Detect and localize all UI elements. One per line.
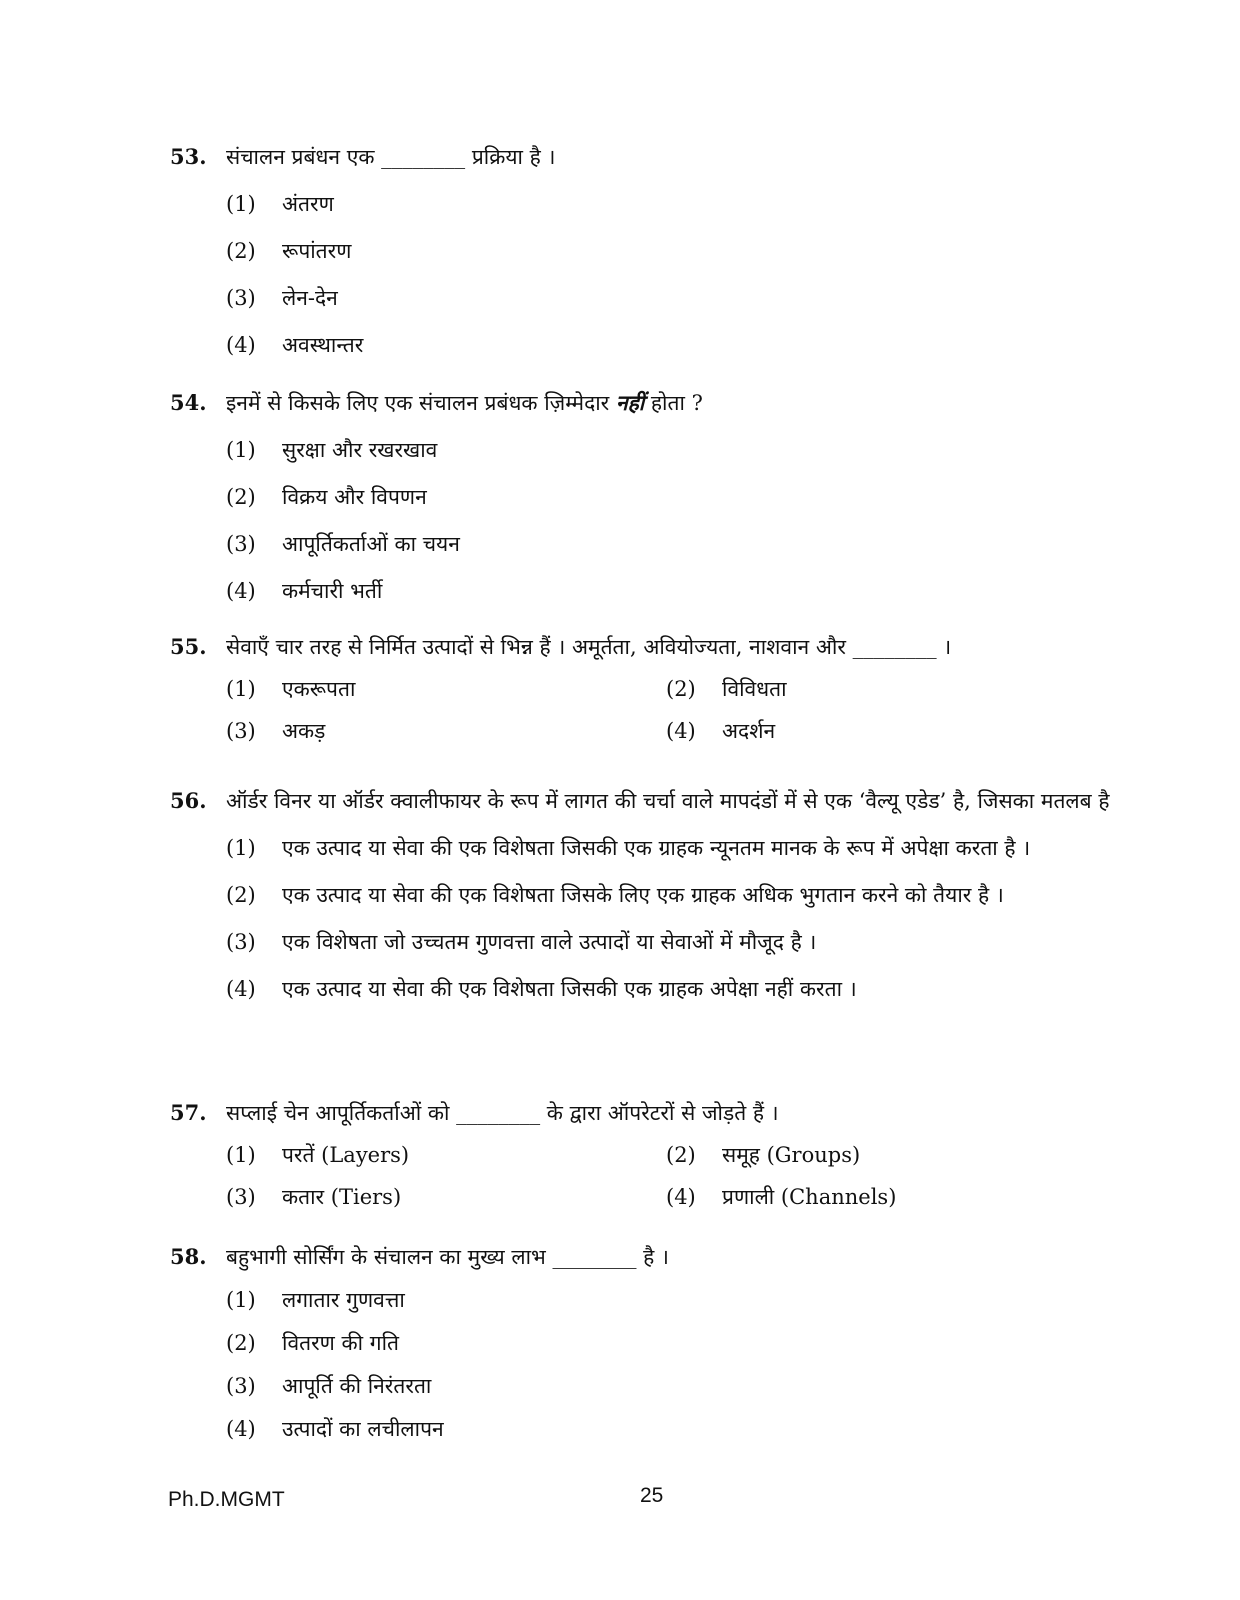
option-number: (2) [226, 485, 256, 509]
option [666, 1180, 1106, 1214]
option-text: विक्रय और विपणन [282, 485, 427, 509]
option-text: एक उत्पाद या सेवा की एक विशेषता जिसके लिए एक ग्राहक अधिक भुगतान करने को तैयार है । [282, 883, 1004, 907]
question-number: 57. [170, 1100, 207, 1125]
option-number: (4) [226, 579, 256, 603]
option-text: सुरक्षा और रखरखाव [282, 438, 438, 462]
option-number: (1) [226, 192, 256, 216]
option-text: एक विशेषता जो उच्चतम गुणवत्ता वाले उत्पादों या सेवाओं में मौजूद है । [282, 930, 817, 954]
option-text: अवस्थान्तर [282, 333, 364, 357]
option-number: (3) [226, 1185, 256, 1209]
option-number: (2) [226, 883, 256, 907]
question-56 [170, 784, 1160, 1006]
option-text: परतें (Layers) [282, 1143, 410, 1167]
option-text: लगातार गुणवत्ता [282, 1288, 405, 1312]
option-text: एक उत्पाद या सेवा की एक विशेषता जिसकी एक ग्राहक अपेक्षा नहीं करता । [282, 977, 857, 1001]
option [226, 1283, 1160, 1317]
option-text: आपूर्तिकर्ताओं का चयन [282, 532, 460, 556]
question-text: ऑर्डर विनर या ऑर्डर क्वालीफायर के रूप में लागत की चर्चा वाले मापदंडों में से एक ‘वैल्यू एडेड’ है, जिसका मतलब है [226, 789, 1110, 813]
option [226, 714, 666, 748]
option [226, 527, 1160, 561]
option-number: (4) [226, 333, 256, 357]
option-text: अंतरण [282, 192, 334, 216]
option [666, 672, 1106, 706]
option-text: विविधता [722, 677, 787, 701]
option [226, 1180, 666, 1214]
question-number: 55. [170, 634, 207, 659]
option-text: कतार (Tiers) [282, 1185, 402, 1209]
page-number: 25 [640, 1484, 664, 1507]
option-number: (2) [226, 1331, 256, 1355]
option-text: आपूर्ति की निरंतरता [282, 1374, 432, 1398]
option-number: (1) [226, 1143, 256, 1167]
option [226, 328, 1160, 362]
option [226, 1369, 1160, 1403]
exam-code: Ph.D.MGMT [168, 1488, 285, 1511]
option-text: समूह (Groups) [722, 1143, 861, 1167]
option-number: (3) [226, 719, 256, 743]
option [226, 1326, 1160, 1360]
question-text: संचालन प्रबंधन एक ________ प्रक्रिया है । [226, 145, 556, 169]
question-number: 56. [170, 788, 207, 813]
option-number: (3) [226, 930, 256, 954]
option-number: (4) [666, 719, 696, 743]
option-number: (3) [226, 286, 256, 310]
option-text: प्रणाली (Channels) [722, 1185, 897, 1209]
option [226, 281, 1160, 315]
option-number: (2) [226, 239, 256, 263]
option-number: (2) [666, 1143, 696, 1167]
question-text [226, 386, 1160, 420]
option-text: अकड़ [282, 719, 326, 743]
option-number: (2) [666, 677, 696, 701]
option-number: (1) [226, 1288, 256, 1312]
option-text: लेन-देन [282, 286, 338, 310]
option [226, 831, 1160, 865]
question-58 [170, 1240, 1160, 1446]
option [226, 433, 1160, 467]
question-number: 53. [170, 144, 207, 169]
option [666, 1138, 1106, 1172]
option [226, 187, 1160, 221]
question-text: सेवाएँ चार तरह से निर्मित उत्पादों से भिन्न हैं । अमूर्तता, अवियोज्यता, नाशवान और ________ । [226, 635, 952, 659]
question-57 [170, 1096, 1160, 1214]
option [666, 714, 1106, 748]
option-number: (4) [666, 1185, 696, 1209]
option [226, 925, 1160, 959]
question-text-part: होता ? [650, 391, 703, 415]
option-number: (3) [226, 532, 256, 556]
option-text: उत्पादों का लचीलापन [282, 1417, 444, 1441]
option-text: वितरण की गति [282, 1331, 400, 1355]
question-54 [170, 386, 1160, 608]
option [226, 1412, 1160, 1446]
option-text: रूपांतरण [282, 239, 352, 263]
question-53 [170, 140, 1160, 362]
option-number: (3) [226, 1374, 256, 1398]
option-number: (4) [226, 1417, 256, 1441]
option [226, 480, 1160, 514]
option-text: कर्मचारी भर्ती [282, 579, 383, 603]
option [226, 234, 1160, 268]
option [226, 878, 1160, 912]
option-number: (1) [226, 438, 256, 462]
question-text: बहुभागी सोर्सिंग के संचालन का मुख्य लाभ ________ है । [226, 1245, 669, 1269]
option [226, 672, 666, 706]
question-55 [170, 630, 1160, 748]
option [226, 1138, 666, 1172]
option-number: (1) [226, 836, 256, 860]
option-text: एक उत्पाद या सेवा की एक विशेषता जिसकी एक ग्राहक न्यूनतम मानक के रूप में अपेक्षा करता है । [282, 836, 1031, 860]
question-text: सप्लाई चेन आपूर्तिकर्ताओं को ________ के द्वारा ऑपरेटरों से जोड़ते हैं । [226, 1101, 779, 1125]
option [226, 972, 1160, 1006]
question-number: 58. [170, 1244, 207, 1269]
option-text: अदर्शन [722, 719, 776, 743]
option-number: (4) [226, 977, 256, 1001]
negation-emphasis: नहीं [615, 390, 645, 415]
option-text: एकरूपता [282, 677, 356, 701]
option-number: (1) [226, 677, 256, 701]
question-number: 54. [170, 390, 207, 415]
question-text-part: इनमें से किसके लिए एक संचालन प्रबंधक ज़िम्मेदार [226, 391, 610, 415]
option [226, 574, 1160, 608]
